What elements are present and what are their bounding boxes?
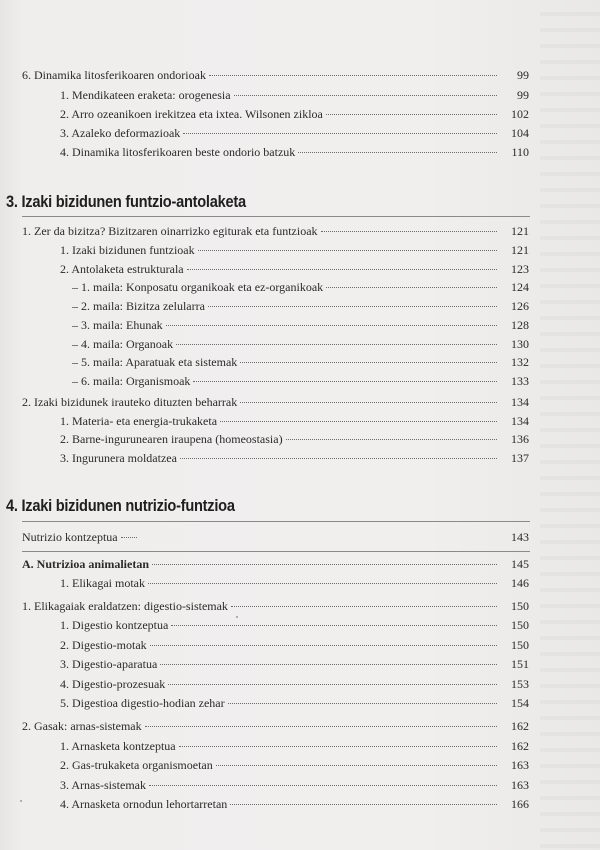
toc-page-number: 124 — [511, 280, 529, 294]
dot-leader — [286, 438, 497, 440]
toc-entry-level — [72, 280, 537, 295]
dot-leader — [145, 725, 497, 727]
dot-leader — [171, 624, 497, 626]
toc-page-number: 121 — [511, 224, 529, 238]
toc-entry — [60, 618, 537, 633]
section-rule — [22, 551, 530, 552]
toc-entry-section — [22, 395, 537, 410]
toc-entry-title: – 6. maila: Organismoak — [72, 374, 191, 388]
dot-leader — [168, 683, 497, 685]
toc-page-number: 123 — [511, 262, 529, 276]
dot-leader — [166, 324, 497, 326]
toc-page-number: 163 — [511, 758, 529, 772]
toc-page-number: 104 — [511, 126, 529, 140]
toc-entry-level — [72, 299, 537, 314]
toc-entry-title: – 3. maila: Ehunak — [72, 318, 163, 332]
toc-entry — [60, 657, 537, 672]
dot-leader — [121, 536, 137, 538]
toc-entry-level — [72, 374, 537, 389]
dot-leader — [321, 230, 497, 232]
chapter-heading: 4. Izaki bizidunen nutrizio-funtzioa — [6, 496, 235, 515]
toc-page-number: 99 — [517, 88, 529, 102]
toc-entry — [60, 262, 537, 277]
toc-entry-title: 5. Digestioa digestio-hodian zehar — [60, 696, 225, 710]
dot-leader — [216, 764, 497, 766]
toc-page-number: 163 — [511, 778, 529, 792]
toc-entry-title: 1. Elikagaiak eraldatzen: digestio-sistemak — [22, 599, 228, 613]
dot-leader — [231, 605, 497, 607]
toc-entry-title: – 1. maila: Konposatu organikoak eta ez-organikoak — [72, 280, 324, 294]
dot-leader — [230, 803, 497, 805]
toc-entry-title: 2. Gas-trukaketa organismoetan — [60, 758, 213, 772]
toc-entry-section — [22, 68, 537, 83]
toc-page-number: 145 — [511, 557, 529, 571]
print-speck — [236, 616, 238, 618]
toc-entry — [60, 243, 537, 258]
toc-entry — [60, 677, 537, 692]
toc-entry — [60, 107, 537, 122]
dot-leader — [148, 582, 497, 584]
toc-entry-title: 4. Arnasketa ornodun lehortarretan — [60, 797, 228, 811]
toc-entry-title: 4. Dinamika litosferikoaren beste ondorio batzuk — [60, 145, 296, 159]
toc-entry-intro — [22, 530, 537, 545]
toc-entry-title: 3. Ingurunera moldatzea — [60, 451, 177, 465]
toc-entry-title: 2. Barne-ingurunearen iraupena (homeostasia) — [60, 432, 283, 446]
toc-page-number: 102 — [511, 107, 529, 121]
toc-entry-part — [22, 557, 537, 572]
toc-entry-title: 6. Dinamika litosferikoaren ondorioak — [22, 68, 206, 82]
toc-page-number: 151 — [511, 657, 529, 671]
toc-page-number: 146 — [511, 576, 529, 590]
dot-leader — [152, 563, 497, 565]
toc-page-number: 134 — [511, 395, 529, 409]
dot-leader — [228, 702, 497, 704]
dot-leader — [209, 74, 497, 76]
toc-entry-title: – 4. maila: Organoak — [72, 337, 174, 351]
toc-entry — [60, 145, 537, 160]
toc-entry-title: A. Nutrizioa animalietan — [22, 557, 149, 571]
toc-entry-title: – 2. maila: Bizitza zelularra — [72, 299, 205, 313]
toc-entry — [60, 758, 537, 773]
toc-page-number: 128 — [511, 318, 529, 332]
toc-entry — [60, 88, 537, 103]
toc-entry-title: 2. Arro ozeanikoen irekitzea eta ixtea. Wilsonen zikloa — [60, 107, 323, 121]
toc-page-number: 121 — [511, 243, 529, 257]
toc-page-number: 132 — [511, 355, 529, 369]
dot-leader — [176, 343, 497, 345]
toc-page-number: 143 — [511, 530, 529, 544]
toc-entry-section — [22, 224, 537, 239]
toc-entry-level — [72, 355, 537, 370]
toc-entry-title: 2. Izaki bizidunek irauteko dituzten beharrak — [22, 395, 238, 409]
toc-entry-section — [22, 599, 537, 614]
toc-page-number: 133 — [511, 374, 529, 388]
dot-leader — [240, 401, 497, 403]
toc-entry-level — [72, 337, 537, 352]
dot-leader — [149, 784, 497, 786]
toc-page-number: 166 — [511, 797, 529, 811]
dot-leader — [220, 420, 497, 422]
dot-leader — [326, 113, 497, 115]
dot-leader — [183, 132, 497, 134]
toc-page-number: 99 — [517, 68, 529, 82]
toc-entry-level — [72, 318, 537, 333]
toc-entry — [60, 451, 537, 466]
toc-page-number: 134 — [511, 414, 529, 428]
toc-entry-title: 1. Digestio kontzeptua — [60, 618, 169, 632]
toc-page-number: 130 — [511, 337, 529, 351]
dot-leader — [193, 380, 497, 382]
dot-leader — [180, 457, 497, 459]
toc-page-number: 150 — [511, 618, 529, 632]
toc-entry-title: – 5. maila: Aparatuak eta sistemak — [72, 355, 238, 369]
toc-entry-title: 2. Antolaketa estrukturala — [60, 262, 184, 276]
toc-entry-title: 2. Gasak: arnas-sistemak — [22, 719, 142, 733]
toc-page-number: 150 — [511, 599, 529, 613]
toc-entry-title: 2. Digestio-motak — [60, 638, 147, 652]
toc-page-number: 153 — [511, 677, 529, 691]
toc-entry — [60, 414, 537, 429]
chapter-rule — [22, 216, 530, 217]
dot-leader — [326, 286, 497, 288]
toc-entry-title: 1. Zer da bizitza? Bizitzaren oinarrizko egiturak eta funtzioak — [22, 224, 318, 238]
toc-entry-title: 1. Materia- eta energia-trukaketa — [60, 414, 218, 428]
toc-page-number: 126 — [511, 299, 529, 313]
toc-entry — [60, 638, 537, 653]
toc-entry-title: 4. Digestio-prozesuak — [60, 677, 166, 691]
dot-leader — [179, 745, 497, 747]
toc-entry-title: 3. Arnas-sistemak — [60, 778, 146, 792]
toc-entry-section — [22, 719, 537, 734]
toc-page-number: 110 — [511, 145, 529, 159]
dot-leader — [160, 663, 497, 665]
chapter-heading: 3. Izaki bizidunen funtzio-antolaketa — [6, 192, 246, 211]
toc-entry — [60, 696, 537, 711]
toc-page-number: 162 — [511, 739, 529, 753]
chapter-rule — [22, 521, 530, 522]
toc-entry — [60, 778, 537, 793]
toc-entry-title: Nutrizio kontzeptua — [22, 530, 118, 544]
toc-entry-title: 1. Arnasketa kontzeptua — [60, 739, 176, 753]
toc-entry — [60, 739, 537, 754]
print-speck — [20, 800, 22, 802]
toc-page-number: 137 — [511, 451, 529, 465]
toc-entry — [60, 126, 537, 141]
toc-page-number: 150 — [511, 638, 529, 652]
toc-entry-title: 1. Mendikateen eraketa: orogenesia — [60, 88, 231, 102]
toc-page-number: 162 — [511, 719, 529, 733]
toc-entry-title: 3. Azaleko deformazioak — [60, 126, 181, 140]
toc-entry — [60, 797, 537, 812]
dot-leader — [187, 268, 497, 270]
dot-leader — [150, 644, 497, 646]
dot-leader — [240, 361, 497, 363]
toc-entry-title: 1. Izaki bizidunen funtzioak — [60, 243, 195, 257]
toc-entry-title: 1. Elikagai motak — [60, 576, 145, 590]
toc-page-number: 136 — [511, 432, 529, 446]
dot-leader — [234, 94, 497, 96]
toc-entry — [60, 576, 537, 591]
dot-leader — [208, 305, 497, 307]
toc-entry — [60, 432, 537, 447]
dot-leader — [298, 151, 497, 153]
toc-page-number: 154 — [511, 696, 529, 710]
toc-entry-title: 3. Digestio-aparatua — [60, 657, 158, 671]
dot-leader — [198, 249, 497, 251]
